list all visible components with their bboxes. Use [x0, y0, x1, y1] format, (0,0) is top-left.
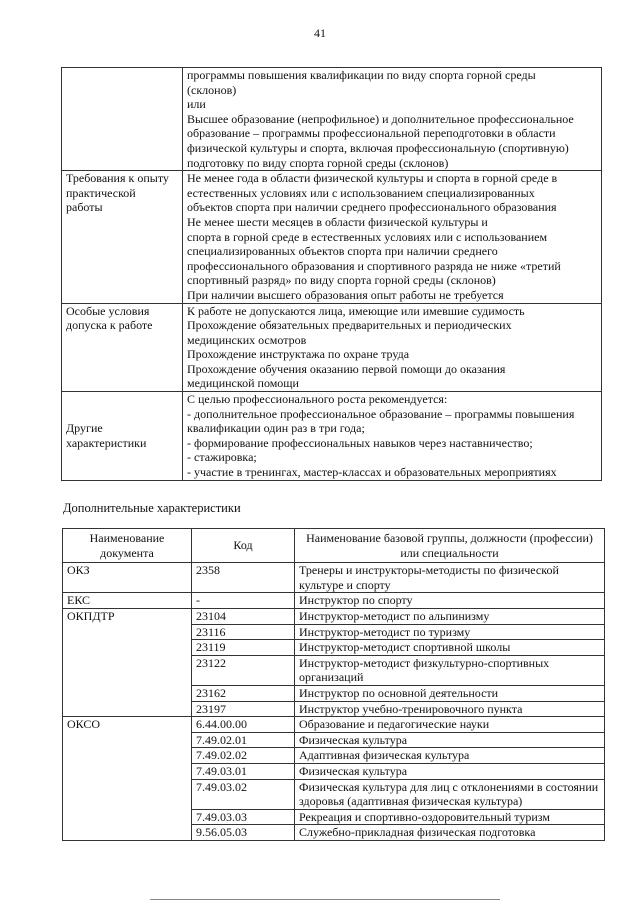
additional-characteristics-table [62, 528, 605, 841]
code-cell: 2358 [192, 563, 295, 593]
code-cell: 9.56.05.03 [192, 825, 295, 841]
name-cell: Рекреация и спортивно-оздоровительный туризм [295, 809, 605, 825]
text-line: объектов спорта при наличии среднего профессионального образования [187, 200, 557, 215]
text-line: Не менее года в области физической культуры и спорта в горной среде в [187, 171, 558, 186]
table-row [63, 763, 605, 779]
table-row [63, 624, 605, 640]
name-cell: Инструктор учебно-тренировочного пункта [295, 701, 605, 717]
name-cell: Инструктор по спорту [295, 593, 605, 609]
table-row [63, 593, 605, 609]
text-line: квалификации один раз в три года; [187, 421, 365, 436]
name-cell: Тренеры и инструкторы-методисты по физической культуре и спорту [295, 563, 605, 593]
code-cell: - [192, 593, 295, 609]
document-cell [63, 779, 192, 809]
label-line: допуска к работе [66, 318, 153, 333]
table-row [63, 701, 605, 717]
name-cell: Образование и педагогические науки [295, 717, 605, 733]
table-row [63, 640, 605, 656]
requirement-text [183, 68, 602, 171]
text-line: При наличии высшего образования опыт работы не требуется [187, 287, 504, 302]
requirement-label [62, 392, 183, 481]
text-line: Прохождение обучения оказанию первой помощи до оказания [187, 361, 506, 376]
text-line: (склонов) [187, 82, 237, 97]
text-line: С целью профессионального роста рекомендуется: [187, 392, 448, 407]
document-cell [63, 809, 192, 825]
bottom-divider [150, 899, 500, 900]
name-cell: Адаптивная физическая культура [295, 748, 605, 764]
text-line: образование – программы профессиональной переподготовки в области [187, 126, 556, 141]
text-line: - стажировка; [187, 450, 257, 465]
header-document: Наименование документа [63, 529, 192, 563]
code-cell: 23122 [192, 655, 295, 685]
name-cell: Инструктор по основной деятельности [295, 685, 605, 701]
table-row [63, 717, 605, 733]
text-line: спортивный разряд» по виду спорта горной среды (склонов) [187, 273, 496, 288]
label-line: Другие [66, 421, 103, 436]
document-cell [63, 825, 192, 841]
text-line: - формирование профессиональных навыков через наставничество; [187, 435, 533, 450]
requirement-text [183, 171, 602, 303]
header-name: Наименование базовой группы, должности (профессии) или специальности [295, 529, 605, 563]
document-cell: ОКСО [63, 717, 192, 733]
document-cell [63, 640, 192, 656]
label-line: Требования к опыту [66, 171, 169, 186]
document-cell [63, 685, 192, 701]
text-line: медицинских осмотров [187, 332, 307, 347]
text-line: профессионального образования и спортивного разряда не ниже «третий [187, 258, 561, 273]
table-row [63, 608, 605, 624]
text-line: подготовку по виду спорта горной среды (склонов) [187, 155, 449, 170]
table-row [63, 655, 605, 685]
additional-characteristics-title: Дополнительные характеристики [63, 501, 241, 515]
code-cell: 23104 [192, 608, 295, 624]
table-row [63, 809, 605, 825]
code-cell: 7.49.02.01 [192, 732, 295, 748]
table-row [63, 825, 605, 841]
text-line: программы повышения квалификации по виду спорта горной среды [187, 68, 536, 82]
name-cell: Инструктор-методист спортивной школы [295, 640, 605, 656]
requirement-row [62, 171, 602, 303]
table-row [63, 779, 605, 809]
requirements-table [61, 67, 602, 481]
document-cell: ЕКС [63, 593, 192, 609]
document-cell: ОКЗ [63, 563, 192, 593]
name-cell: Физическая культура [295, 763, 605, 779]
text-line: - дополнительное профессиональное образование – программы повышения [187, 406, 575, 421]
name-cell: Физическая культура [295, 732, 605, 748]
code-cell: 23116 [192, 624, 295, 640]
code-cell: 23162 [192, 685, 295, 701]
requirement-row [62, 392, 602, 481]
text-line: специализированных объектов спорта при наличии среднего [187, 244, 498, 259]
document-cell [63, 763, 192, 779]
name-cell: Физическая культура для лиц с отклонениями в состоянии здоровья (адаптивная физическая культура) [295, 779, 605, 809]
code-cell: 7.49.03.03 [192, 809, 295, 825]
document-cell [63, 748, 192, 764]
text-line: К работе не допускаются лица, имеющие или имевшие судимость [187, 303, 525, 318]
table-row [63, 732, 605, 748]
requirement-label [62, 171, 183, 303]
text-line: Прохождение обязательных предварительных и периодических [187, 318, 512, 333]
requirement-text [183, 303, 602, 392]
document-cell [63, 624, 192, 640]
code-cell: 7.49.02.02 [192, 748, 295, 764]
table-header-row [63, 529, 605, 563]
text-line: - участие в тренингах, мастер-классах и образовательных мероприятиях [187, 465, 557, 480]
header-code: Код [192, 529, 295, 563]
code-cell: 23119 [192, 640, 295, 656]
requirement-row [62, 68, 602, 171]
name-cell: Инструктор-методист по туризму [295, 624, 605, 640]
requirement-text [183, 392, 602, 481]
text-line: медицинской помощи [187, 376, 299, 391]
name-cell: Инструктор-методист физкультурно-спортивных организаций [295, 655, 605, 685]
document-cell [63, 655, 192, 685]
requirement-label [62, 68, 183, 171]
text-line: Не менее шести месяцев в области физической культуры и [187, 214, 488, 229]
document-cell: ОКПДТР [63, 608, 192, 624]
label-line: работы [66, 200, 103, 215]
page-number: 41 [314, 26, 326, 40]
code-cell: 7.49.03.02 [192, 779, 295, 809]
code-cell: 6.44.00.00 [192, 717, 295, 733]
requirement-label [62, 303, 183, 392]
document-cell [63, 701, 192, 717]
label-line: характеристики [66, 435, 147, 450]
label-line: практической [66, 185, 136, 200]
label-line: Особые условия [66, 303, 150, 318]
text-line: Прохождение инструктажа по охране труда [187, 347, 410, 362]
name-cell: Служебно-прикладная физическая подготовка [295, 825, 605, 841]
text-line: спорта в горной среде в естественных условиях или с использованием [187, 229, 548, 244]
text-line: или [187, 97, 206, 112]
text-line: естественных условиях или с использованием специализированных [187, 185, 535, 200]
code-cell: 7.49.03.01 [192, 763, 295, 779]
document-cell [63, 732, 192, 748]
table-row [63, 685, 605, 701]
requirement-row [62, 303, 602, 392]
table-row [63, 563, 605, 593]
text-line: физической культуры и спорта, включая профессиональную (спортивную) [187, 140, 569, 155]
table-row [63, 748, 605, 764]
text-line: Высшее образование (непрофильное) и дополнительное профессиональное [187, 111, 574, 126]
name-cell: Инструктор-методист по альпинизму [295, 608, 605, 624]
code-cell: 23197 [192, 701, 295, 717]
